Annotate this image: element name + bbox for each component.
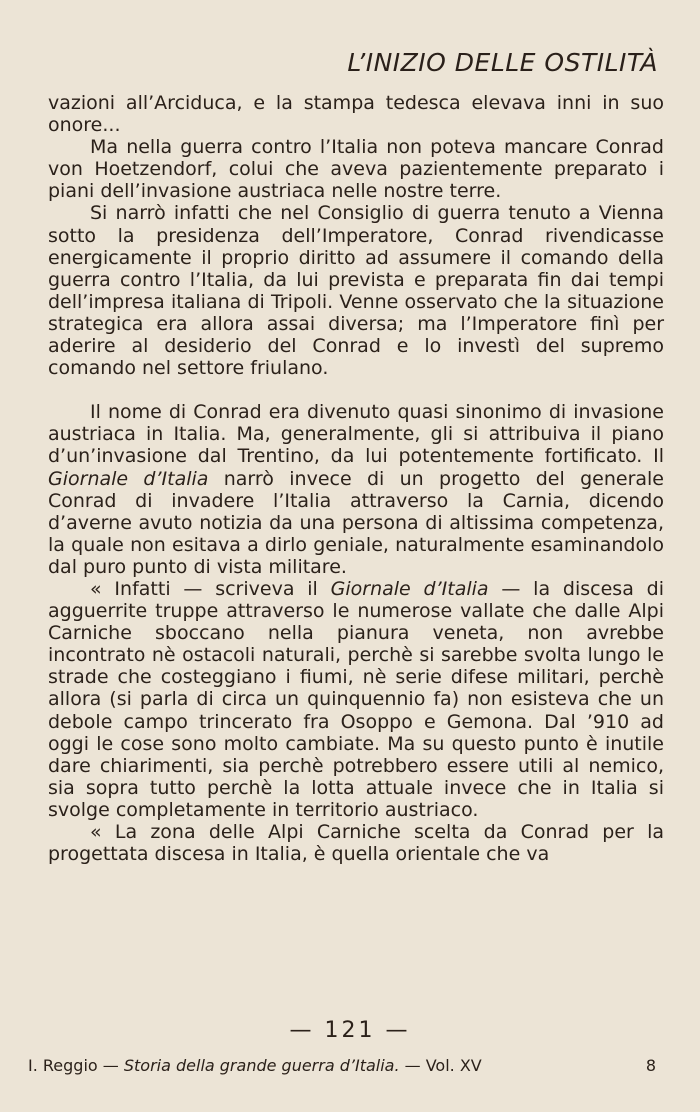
running-title: L’INIZIO DELLE OSTILITÀ bbox=[347, 48, 658, 77]
footer bbox=[28, 1056, 656, 1075]
body-text bbox=[48, 92, 664, 865]
paragraph-conrad-intro: Ma nella guerra contro l’Italia non poteva mancare Conrad von Hoetzendorf, colui che aveva pazientemente preparato i piani dell’invasione austriaca nelle nostre terre. bbox=[48, 136, 664, 203]
footer-citation bbox=[28, 1056, 482, 1075]
page-number: — 121 — bbox=[289, 1018, 411, 1043]
paragraph-quote-infatti: « Infatti — scriveva il Giornale d’Italia — la discesa di agguerrite truppe attraverso le numerose vallate che dalle Alpi Carniche sboccano nella pianura veneta, non avrebbe incontrato nè ostacoli naturali, perchè si sarebbe svolta lungo le strade che costeggiano i fiumi, nè serie difese militari, perchè allora (si parla di circa un quinquennio fa) non esisteva che un debole campo trincerato fra Osoppo e Gemona. Dal ’910 ad oggi le cose sono molto cambiate. Ma su questo punto è inutile dare chiarimenti, sia perchè potrebbero essere utili al nemico, sia sopra tutto perchè la lotta attuale invece che in Italia si svolge completamente in territorio austriaco. bbox=[48, 577, 664, 821]
paragraph-consiglio: Si narrò infatti che nel Consiglio di guerra tenuto a Vienna sotto la presidenza dell’Imperatore, Conrad rivendicasse energicamente il proprio diritto ad assumere il comando della guerra contro l’Italia, da lui prevista e preparata fin dai tempi dell’impresa italiana di Tripoli. Venne osservato che la situazione strategica era allora assai diversa; ma l’Imperatore finì per aderire al desiderio del Conrad e lo investì del supremo comando nel settore friulano. bbox=[48, 202, 664, 380]
paragraph-nome-conrad: Il nome di Conrad era divenuto quasi sinonimo di invasione austriaca in Italia. Ma, generalmente, gli si attribuiva il piano d’un’invasione dal Trentino, da lui potentemente fortificato. Il Giornale d’Italia narrò invece di un progetto del generale Conrad di invadere l’Italia attraverso la Carnia, dicendo d’averne avuto notizia da una persona di altissima competenza, la quale non esitava a dirlo geniale, naturalmente esaminandolo dal puro punto di vista militare. bbox=[48, 401, 664, 578]
footer-author: I. Reggio — bbox=[28, 1056, 119, 1075]
footer-book-title: Storia della grande guerra d’Italia. bbox=[123, 1056, 400, 1075]
footer-signature: 8 bbox=[645, 1056, 656, 1075]
footer-volume: — Vol. XV bbox=[404, 1056, 482, 1075]
newspaper-title: Giornale d’Italia bbox=[48, 467, 209, 490]
paragraph-gap bbox=[48, 379, 664, 401]
newspaper-title: Giornale d’Italia bbox=[330, 577, 489, 600]
paragraph-continuation: vazioni all’Arciduca, e la stampa tedesca elevava inni in suo onore... bbox=[48, 92, 664, 137]
paragraph-quote-zona: « La zona delle Alpi Carniche scelta da Conrad per la progettata discesa in Italia, è quella orientale che va bbox=[48, 821, 664, 866]
